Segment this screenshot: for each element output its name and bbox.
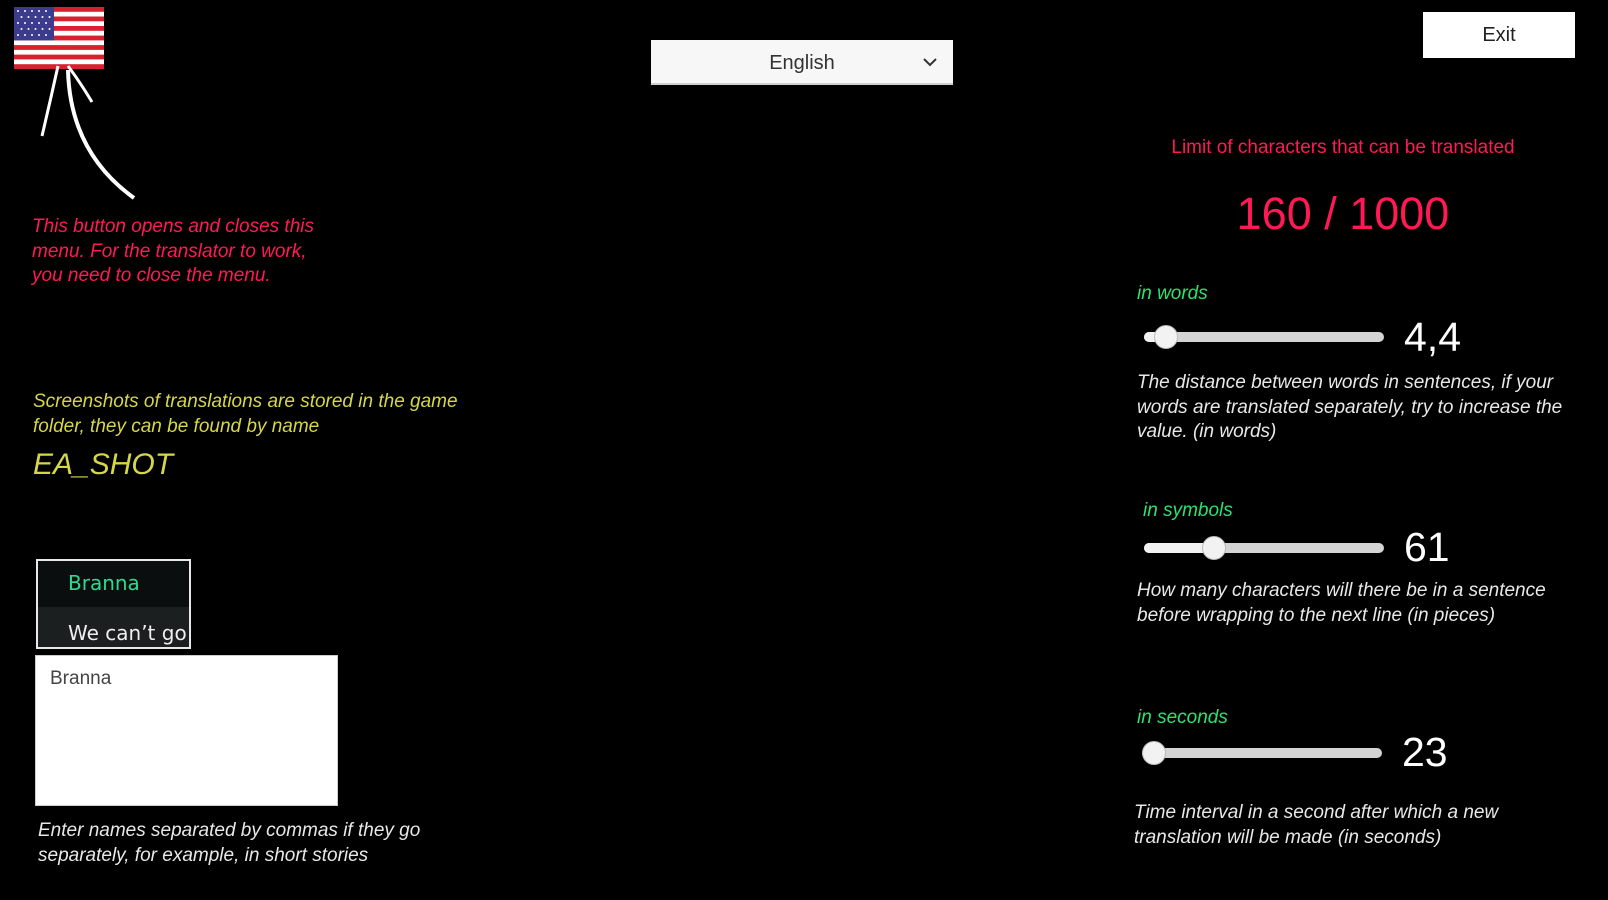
exit-button[interactable]: Exit bbox=[1423, 12, 1575, 58]
preview-speaker: Branna bbox=[68, 571, 140, 595]
symbols-description: How many characters will there be in a sentence before wrapping to the next line (in pieces) bbox=[1137, 580, 1546, 626]
limit-value: 160 / 1000 bbox=[1236, 188, 1450, 239]
words-slider-value: 4,4 bbox=[1404, 314, 1461, 360]
symbols-slider[interactable] bbox=[1144, 536, 1384, 560]
slider-thumb[interactable] bbox=[1142, 741, 1166, 765]
menu-note: This button opens and closes this menu. For the translator to work, you need to close the menu. bbox=[32, 216, 315, 286]
limit-label: Limit of characters that can be translated bbox=[1171, 137, 1515, 158]
seconds-slider-value: 23 bbox=[1402, 729, 1448, 775]
symbols-slider-label: in symbols bbox=[1143, 500, 1233, 521]
language-dropdown[interactable] bbox=[651, 40, 953, 85]
chevron-down-icon bbox=[921, 53, 939, 71]
language-selected: English bbox=[769, 52, 835, 74]
arrow-icon bbox=[30, 62, 140, 202]
screenshot-name: EA_SHOT bbox=[33, 448, 174, 481]
screenshot-note: Screenshots of translations are stored in the game folder, they can be found by name bbox=[33, 391, 458, 437]
slider-thumb[interactable] bbox=[1154, 325, 1178, 349]
slider-thumb[interactable] bbox=[1202, 536, 1226, 560]
symbols-slider-value: 61 bbox=[1404, 524, 1450, 570]
words-slider[interactable] bbox=[1144, 325, 1384, 349]
words-description: The distance between words in sentences, if your words are translated separately, try to increase the value. (in words) bbox=[1137, 372, 1563, 442]
words-slider-label: in words bbox=[1137, 283, 1208, 304]
preview-line: We can’t go bbox=[68, 621, 187, 645]
seconds-description: Time interval in a second after which a new translation will be made (in seconds) bbox=[1134, 802, 1499, 848]
dialogue-preview bbox=[36, 559, 191, 649]
seconds-slider[interactable] bbox=[1142, 741, 1382, 765]
us-flag-icon[interactable] bbox=[14, 7, 104, 69]
seconds-slider-label: in seconds bbox=[1137, 707, 1228, 728]
names-input[interactable] bbox=[35, 655, 338, 806]
names-note: Enter names separated by commas if they go separately, for example, in short stories bbox=[38, 820, 421, 866]
